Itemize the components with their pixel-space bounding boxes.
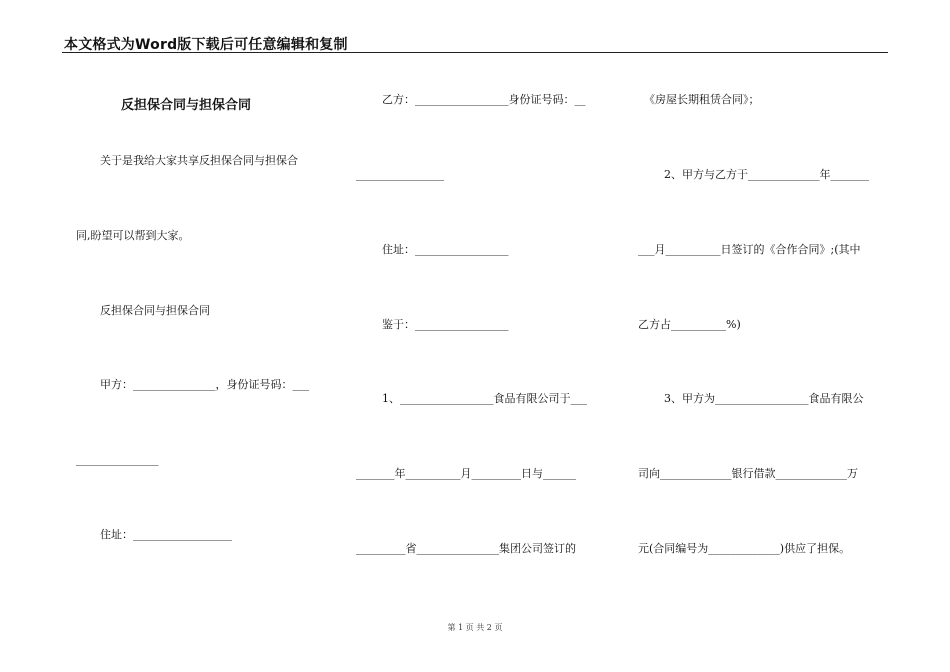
column-3 — [638, 0, 888, 672]
clause-2-line-3: 乙方占__________%) — [638, 318, 741, 331]
contract-heading: 反担保合同与担保合同 — [100, 304, 210, 317]
column-1 — [76, 0, 346, 672]
whereas-line: 鉴于：_________________ — [382, 318, 509, 331]
column-2 — [356, 0, 616, 672]
clause-3-line-1: 3、甲方为_________________食品有限公 — [664, 392, 864, 405]
page-number: 第 1 页 共 2 页 — [447, 623, 503, 632]
clause-3-line-2: 司向_____________银行借款_____________万 — [638, 467, 858, 480]
party-a-address: 住址：__________________ — [100, 528, 232, 541]
intro-line-2: 同,盼望可以帮到大家。 — [76, 229, 190, 242]
party-b-id-continued: ________________ — [356, 168, 444, 181]
clause-2-line-1: 2、甲方与乙方于_____________年_______ — [664, 168, 869, 181]
clause-2-line-2: ___月__________日签订的《合作合同》;(其中 — [638, 243, 861, 256]
party-b-line: 乙方：_________________身份证号码：__ — [382, 93, 586, 106]
document-title: 反担保合同与担保合同 — [121, 98, 252, 113]
clause-1-line-4: 《房屋长期租赁合同》； — [644, 93, 760, 106]
clause-1-line-2: _______年__________月_________日与______ — [356, 467, 576, 480]
clause-1-line-1: 1、_________________食品有限公司于___ — [382, 392, 587, 405]
party-b-address: 住址：_________________ — [382, 243, 509, 256]
intro-line-1: 关于是我给大家共享反担保合同与担保合 — [100, 154, 298, 167]
document-header: 本文格式为Word版下载后可任意编辑和复制 — [64, 37, 348, 53]
clause-3-line-3: 元(合同编号为_____________)供应了担保。 — [638, 542, 851, 555]
party-a-line: 甲方：_______________，身份证号码：___ — [100, 378, 309, 391]
party-a-id-continued: _______________ — [76, 453, 159, 466]
clause-1-line-3: _________省_______________集团公司签订的 — [356, 542, 576, 555]
